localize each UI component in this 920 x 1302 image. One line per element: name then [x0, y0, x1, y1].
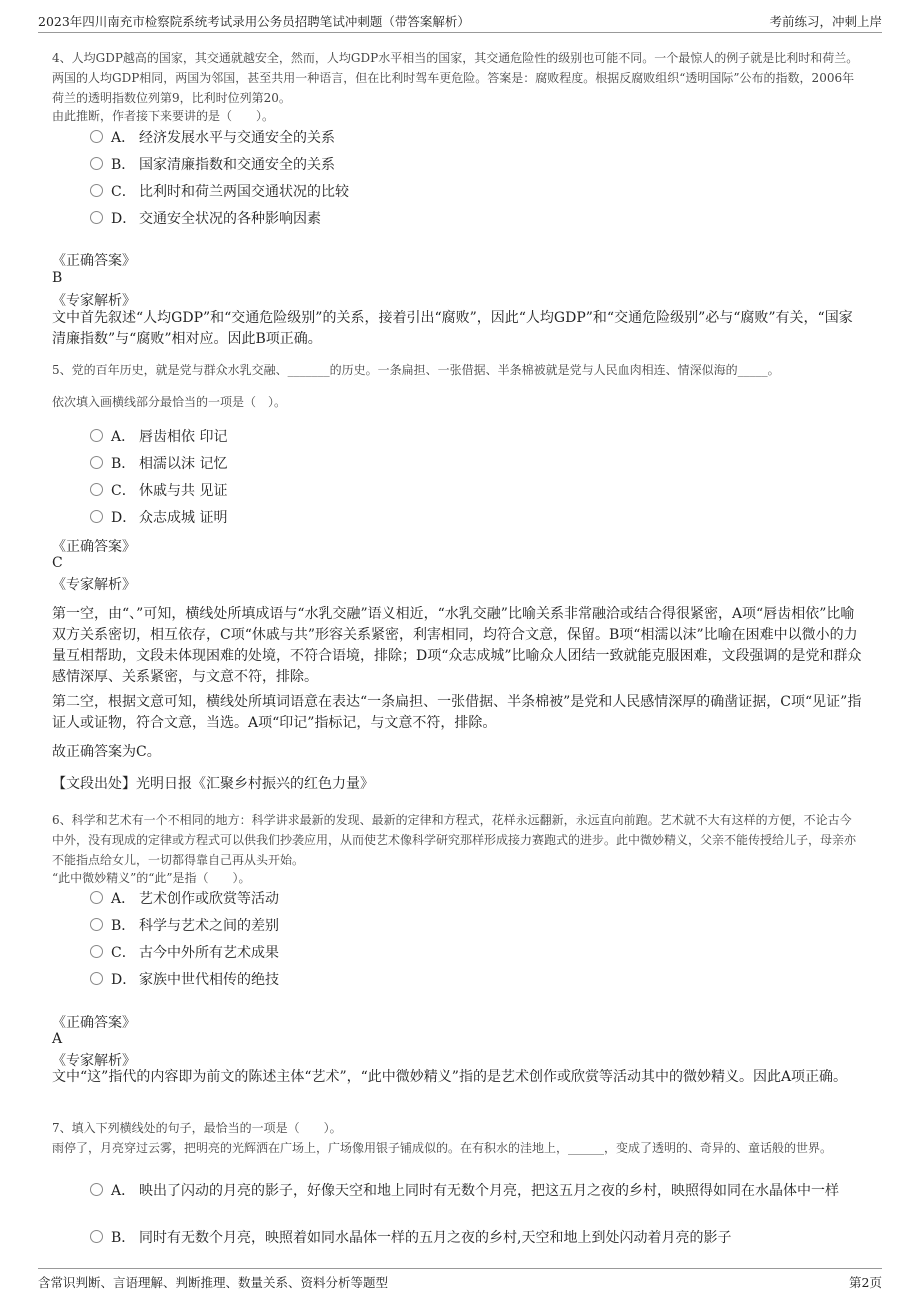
- page-header: [38, 10, 882, 33]
- page-number: 第2页: [849, 1275, 882, 1290]
- page-footer: [38, 1268, 882, 1293]
- q4-analysis-label: 《专家解析》: [52, 293, 136, 309]
- q4-option-c[interactable]: C． 比利时和荷兰两国交通状况的比较: [90, 180, 870, 204]
- header-slogan: 考前练习，冲刺上岸: [769, 14, 882, 29]
- q6-option-c[interactable]: C． 古今中外所有艺术成果: [90, 941, 870, 965]
- q4-option-b[interactable]: B． 国家清廉指数和交通安全的关系: [90, 153, 870, 177]
- q5-option-c[interactable]: C． 休戚与共 见证: [90, 479, 870, 503]
- q4-answer-label: 《正确答案》: [52, 253, 136, 269]
- q5-ask: 依次填入画横线部分最恰当的一项是（ ）。: [52, 395, 287, 409]
- q6-option-d[interactable]: D． 家族中世代相传的绝技: [90, 968, 870, 992]
- q4-analysis: 文中首先叙述“人均GDP”和“交通危险级别”的关系，接着引出“腐败”，因此“人均GDP”和“交通危险级别”必与“腐败”有关，“国家清廉指数”与“腐败”相对应。因此B项正确。: [52, 310, 853, 347]
- q5-answer-label: 《正确答案》: [52, 539, 136, 555]
- q6-answer: A: [52, 1031, 63, 1047]
- radio-icon[interactable]: [90, 918, 103, 931]
- q6-option-a[interactable]: A． 艺术创作或欣赏等活动: [90, 887, 870, 911]
- q5-option-d[interactable]: D． 众志成城 证明: [90, 506, 870, 530]
- q4-option-d[interactable]: D． 交通安全状况的各种影响因素: [90, 207, 870, 231]
- radio-icon[interactable]: [90, 157, 103, 170]
- q7-option-a[interactable]: A． 映出了闪动的月亮的影子，好像天空和地上同时有无数个月亮，把这五月之夜的乡村，映照得如同在水晶体中一样: [90, 1179, 870, 1203]
- q5-option-a[interactable]: A． 唇齿相依 印记: [90, 425, 870, 449]
- radio-icon[interactable]: [90, 456, 103, 469]
- q6-answer-label: 《正确答案》: [52, 1015, 136, 1031]
- q5-stem: 5、党的百年历史，就是党与群众水乳交融、_______的历史。一条扁担、一张借据、半条棉被就是党与人民血肉相连、情深似海的_____。: [52, 363, 780, 377]
- q5-source: 【文段出处】光明日报《汇聚乡村振兴的红色力量》: [52, 776, 374, 792]
- q5-option-b[interactable]: B． 相濡以沫 记忆: [90, 452, 870, 476]
- q7-passage: 雨停了，月亮穿过云雾，把明亮的光辉洒在广场上，广场像用银子铺成似的。在有积水的洼地上，______，变成了透明的、奇异的、童话般的世界。: [52, 1141, 833, 1155]
- q7-stem: 7、填入下列横线处的句子，最恰当的一项是（ ）。: [52, 1121, 342, 1135]
- q6-analysis-label: 《专家解析》: [52, 1053, 136, 1069]
- radio-icon[interactable]: [90, 184, 103, 197]
- q5-analysis-label: 《专家解析》: [52, 577, 136, 593]
- q5-analysis-conclusion: 故正确答案为C。: [52, 744, 161, 760]
- q6-option-b[interactable]: B． 科学与艺术之间的差别: [90, 914, 870, 938]
- q4-ask: 由此推断，作者接下来要讲的是（ ）。: [52, 109, 275, 123]
- radio-icon[interactable]: [90, 1230, 103, 1243]
- radio-icon[interactable]: [90, 130, 103, 143]
- radio-icon[interactable]: [90, 972, 103, 985]
- q5-analysis-paragraph-2: 第二空，根据文意可知，横线处所填词语意在表达“一条扁担、一张借据、半条棉被”是党和人民感情深厚的确凿证据，C项“见证”指证人或证物，符合文意，当选。A项“印记”指标记，与文意不符，排除。: [52, 694, 862, 731]
- radio-icon[interactable]: [90, 945, 103, 958]
- header-title: 2023年四川南充市检察院系统考试录用公务员招聘笔试冲刺题（带答案解析）: [38, 14, 470, 29]
- q6-stem: 6、科学和艺术有一个不相同的地方：科学讲求最新的发现、最新的定律和方程式，花样永远翻新，永远直向前跑。艺术就不大有这样的方便，不论古今中外，没有现成的定律或方程式可以供我们抄袭应用，从而使艺术像科学研究那样形成接力赛跑式的进步。此中微妙精义，父亲不能传授给儿子，母亲亦不能指点给女儿，一切都得靠自己再从头开始。: [52, 813, 857, 867]
- radio-icon[interactable]: [90, 429, 103, 442]
- radio-icon[interactable]: [90, 891, 103, 904]
- q5-answer: C: [52, 555, 63, 571]
- radio-icon[interactable]: [90, 1183, 103, 1196]
- radio-icon[interactable]: [90, 510, 103, 523]
- q6-analysis: 文中“这”指代的内容即为前文的陈述主体“艺术”，“此中微妙精义”指的是艺术创作或欣赏等活动其中的微妙精义。因此A项正确。: [52, 1069, 848, 1085]
- radio-icon[interactable]: [90, 483, 103, 496]
- q4-stem: 4、人均GDP越高的国家，其交通就越安全，然而，人均GDP水平相当的国家，其交通危险性的级别也可能不同。一个最惊人的例子就是比利时和荷兰。两国的人均GDP相同，两国为邻国，甚至共用一种语言，但在比利时驾车更危险。答案是：腐败程度。根据反腐败组织“透明国际”公布的指数，2006年荷兰的透明指数位列第9，比利时位列第20。: [52, 51, 859, 105]
- q4-answer: B: [52, 270, 63, 286]
- q7-option-b[interactable]: B． 同时有无数个月亮，映照着如同水晶体一样的五月之夜的乡村,天空和地上到处闪动着月亮的影子: [90, 1226, 870, 1250]
- radio-icon[interactable]: [90, 211, 103, 224]
- footer-topics: 含常识判断、言语理解、判断推理、数量关系、资料分析等题型: [38, 1275, 389, 1290]
- q4-option-a[interactable]: A． 经济发展水平与交通安全的关系: [90, 126, 870, 150]
- q5-analysis-paragraph-1: 第一空，由“、”可知，横线处所填成语与“水乳交融”语义相近，“水乳交融”比喻关系非常融洽或结合得很紧密，A项“唇齿相依”比喻双方关系密切，相互依存，C项“休戚与共”形容关系紧密，利害相同，均符合文意，保留。B项“相濡以沫”比喻在困难中以微小的力量互相帮助，文段未体现困难的处境，不符合语境，排除；D项“众志成城”比喻众人团结一致就能克服困难，文段强调的是党和群众感情深厚、关系紧密，与文意不符，排除。: [52, 606, 862, 685]
- q6-ask: “此中微妙精义”的“此”是指（ ）。: [52, 871, 251, 885]
